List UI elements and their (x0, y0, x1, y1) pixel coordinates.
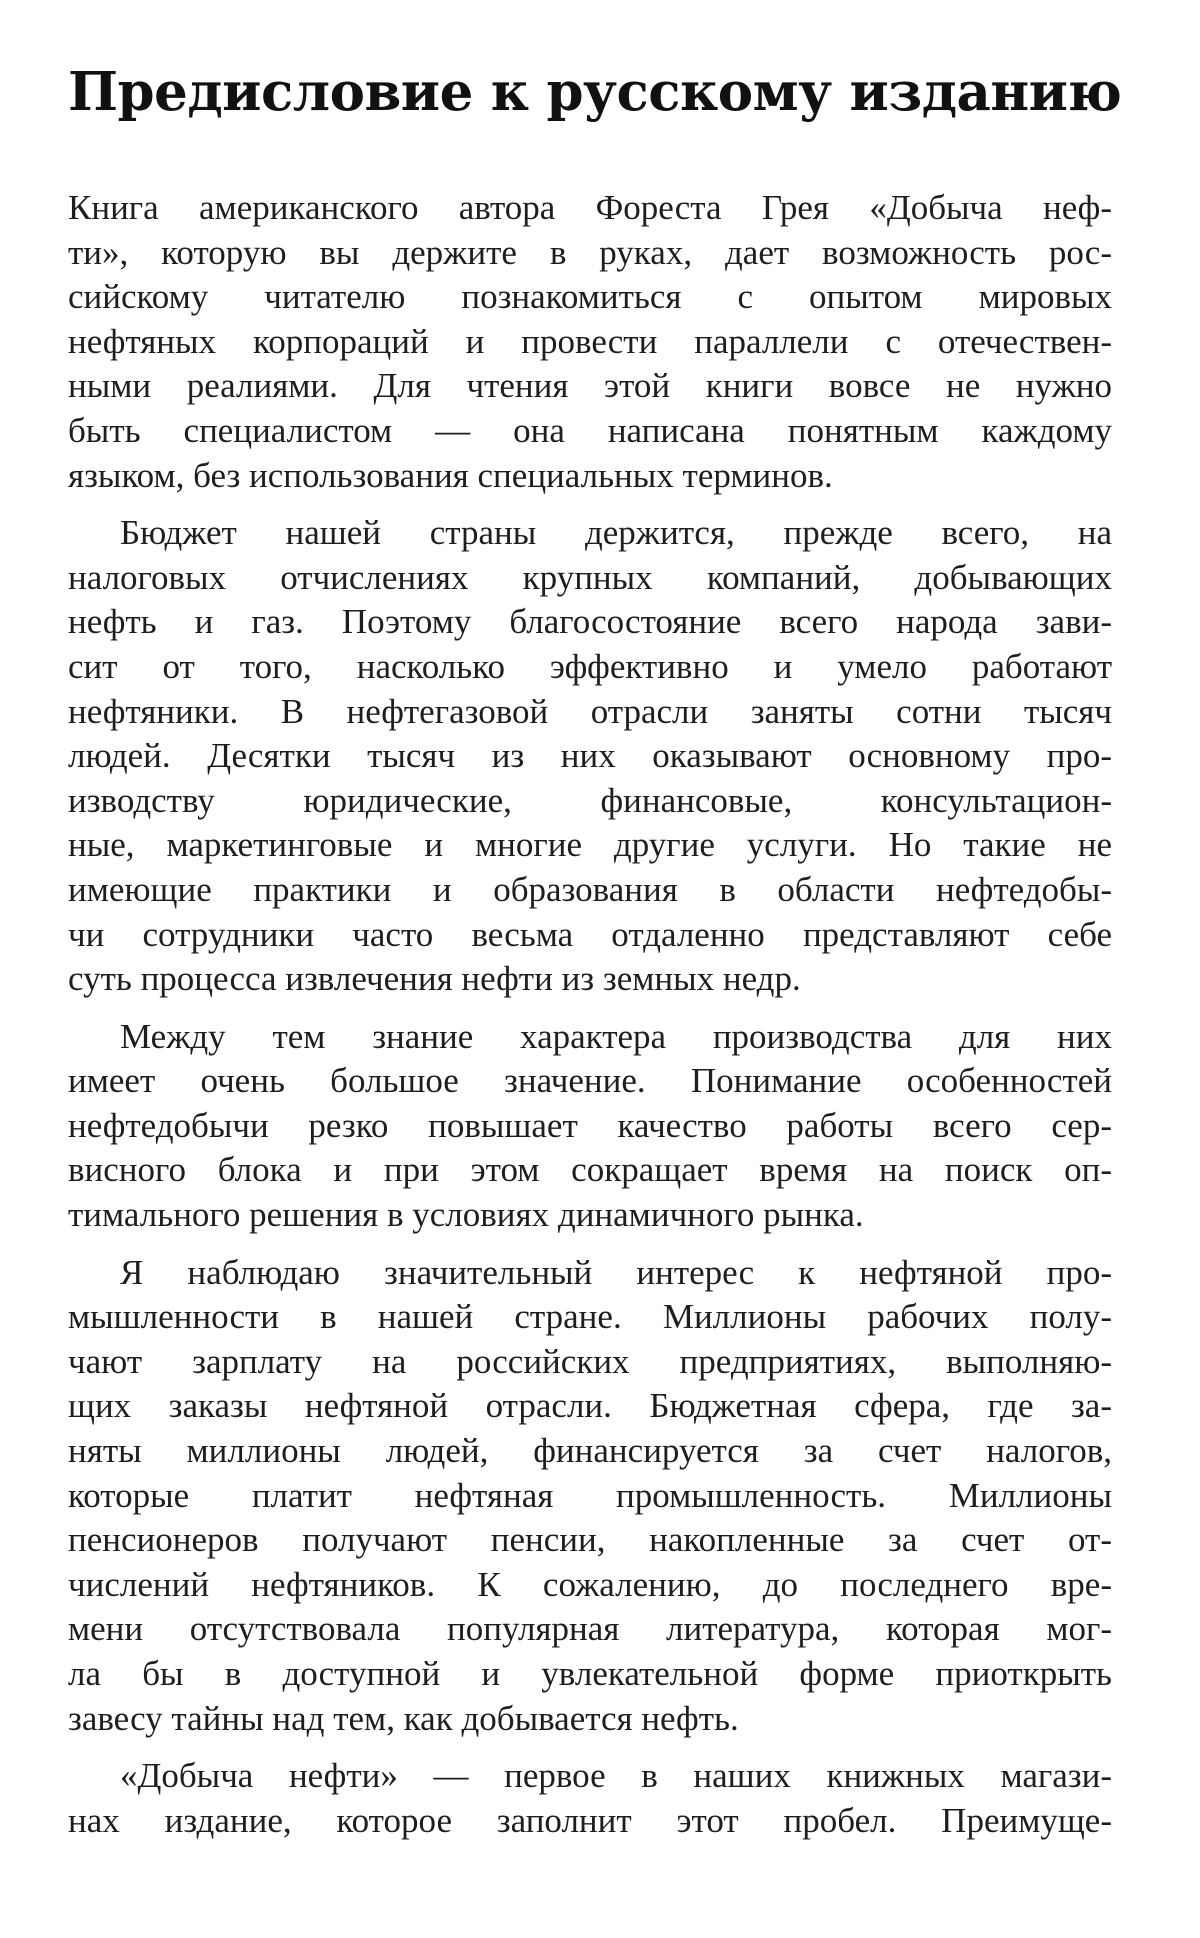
text-line: чают зарплату на российских предприятиях, выполняю- (68, 1341, 1112, 1381)
text-line: имеет очень большое значение. Понимание особенностей (68, 1061, 1112, 1101)
text-line: завесу тайны над тем, как добывается нефть. (68, 1698, 739, 1738)
text-line: нефтяных корпораций и провести параллели с отечествен- (68, 321, 1112, 361)
text-line: «Добыча нефти» — первое в наших книжных магази- (120, 1756, 1112, 1796)
text-line: ные, маркетинговые и многие другие услуги. Но такие не (68, 825, 1112, 865)
text-line: нефтяники. В нефтегазовой отрасли заняты сотни тысяч (68, 691, 1112, 731)
text-line: мышленности в нашей стране. Миллионы рабочих полу- (68, 1297, 1112, 1337)
text-line: которые платит нефтяная промышленность. Миллионы (68, 1475, 1112, 1515)
text-line: ными реалиями. Для чтения этой книги вовсе не нужно (68, 366, 1112, 406)
text-line: суть процесса извлечения нефти из земных недр. (68, 959, 801, 999)
text-line: Книга американского автора Фореста Грея «Добыча неф- (68, 188, 1112, 227)
text-line: няты миллионы людей, финансируется за счет налогов, (68, 1431, 1112, 1471)
text-line: висного блока и при этом сокращает время на поиск оп- (68, 1150, 1112, 1190)
text-line: нефтедобычи резко повышает качество работы всего сер- (68, 1105, 1112, 1145)
text-line: налоговых отчислениях крупных компаний, добывающих (68, 557, 1112, 597)
text-line: быть специалистом — она написана понятным каждому (68, 410, 1112, 450)
text-line: языком, без использования специальных терминов. (68, 455, 833, 495)
page-title: Предисловие к русскому изданию (68, 61, 1122, 123)
paragraph (68, 511, 1112, 1002)
text-line: щих заказы нефтяной отрасли. Бюджетная сфера, где за- (68, 1386, 1112, 1426)
book-page (68, 0, 1122, 1938)
text-line: нефть и газ. Поэтому благосостояние всего народа зави- (68, 602, 1112, 642)
body-text (68, 186, 1112, 1856)
text-line: ти», которую вы держите в руках, дает возможность рос- (68, 232, 1112, 272)
text-line: Я наблюдаю значительный интерес к нефтяной про- (120, 1252, 1112, 1292)
paragraph (68, 1015, 1112, 1238)
text-line: сийскому читателю познакомиться с опытом мировых (68, 277, 1112, 317)
paragraph (68, 1251, 1112, 1742)
text-line: Между тем знание характера производства для них (120, 1016, 1112, 1056)
text-line: мени отсутствовала популярная литература, которая мог- (68, 1609, 1112, 1649)
text-line: пенсионеров получают пенсии, накопленные за счет от- (68, 1520, 1112, 1560)
text-line: имеющие практики и образования в области нефтедобы- (68, 869, 1112, 909)
text-line: сит от того, насколько эффективно и умело работают (68, 646, 1112, 686)
text-line: тимального решения в условиях динамичного рынка. (68, 1195, 864, 1235)
text-line: чи сотрудники часто весьма отдаленно представляют себе (68, 914, 1112, 954)
paragraph (68, 186, 1112, 498)
text-line: нах издание, которое заполнит этот пробел. Преимуще- (68, 1800, 1112, 1840)
paragraph (68, 1754, 1112, 1843)
text-line: ла бы в доступной и увлекательной форме приоткрыть (68, 1654, 1112, 1693)
text-line: людей. Десятки тысяч из них оказывают основному про- (68, 736, 1112, 776)
text-line: изводству юридические, финансовые, консультацион- (68, 780, 1112, 820)
text-line: числений нефтяников. К сожалению, до последнего вре- (68, 1564, 1112, 1604)
text-line: Бюджет нашей страны держится, прежде всего, на (120, 513, 1112, 553)
